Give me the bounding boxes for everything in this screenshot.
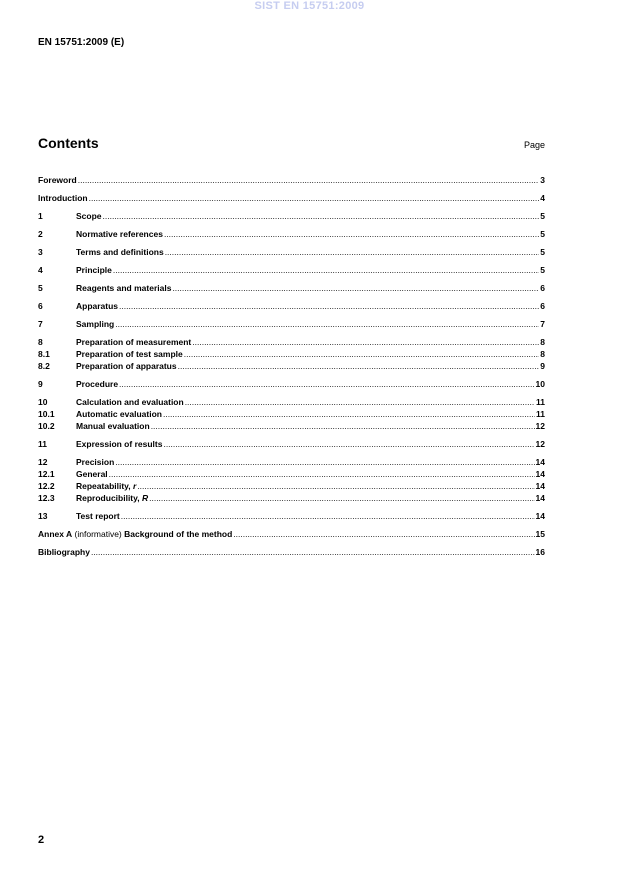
toc-entry-title: Calculation and evaluation (76, 397, 184, 407)
document-id: EN 15751:2009 (E) (38, 37, 125, 48)
toc-entry-title: Automatic evaluation (76, 409, 162, 419)
toc-entry-page: 5 (540, 265, 545, 275)
toc-entry-title: Manual evaluation (76, 421, 150, 431)
toc-entry-page: 11 (536, 397, 545, 407)
toc-entry-number: 12.3 (38, 493, 55, 503)
toc-leader-dots (109, 468, 535, 480)
toc-entry-page: 14 (535, 457, 545, 467)
toc-entry-title: Sampling (76, 319, 115, 329)
toc-entry-title: Principle (76, 265, 112, 275)
toc-entry[interactable] (38, 228, 545, 240)
toc-entry-page: 5 (540, 247, 545, 257)
toc-entry-title: Preparation of test sample (76, 349, 183, 359)
toc-entry-page: 14 (535, 511, 545, 521)
toc-leader-dots (192, 336, 539, 348)
toc-entry-page: 3 (540, 175, 545, 185)
toc-leader-dots (149, 492, 534, 504)
toc-entry-number: 3 (38, 247, 43, 257)
toc-entry[interactable] (38, 546, 545, 558)
toc-leader-dots (91, 546, 535, 558)
toc-entry-number: 9 (38, 379, 43, 389)
toc-entry-number: 12.2 (38, 481, 55, 491)
toc-entry-page: 4 (540, 193, 545, 203)
toc-entry[interactable] (38, 348, 545, 360)
toc-entry-page: 11 (536, 409, 545, 419)
toc-leader-dots (115, 456, 534, 468)
toc-leader-dots (163, 408, 535, 420)
toc-leader-dots (113, 264, 539, 276)
toc-leader-dots (164, 228, 539, 240)
toc-entry-number: 6 (38, 301, 43, 311)
toc-entry-title: Test report (76, 511, 120, 521)
toc-entry-title: Repeatability, r (76, 481, 137, 491)
toc-leader-dots (119, 378, 534, 390)
toc-entry[interactable] (38, 246, 545, 258)
page-column-label: Page (523, 140, 545, 150)
toc-leader-dots (115, 318, 539, 330)
toc-entry-number: 11 (38, 439, 47, 449)
toc-entry-title: Precision (76, 457, 115, 467)
toc-entry-number: 8.2 (38, 361, 50, 371)
toc-entry-title: Normative references (76, 229, 163, 239)
toc-entry-number: 8.1 (38, 349, 50, 359)
toc-leader-dots (121, 510, 535, 522)
toc-entry-number: 5 (38, 283, 43, 293)
toc-entry-number: 12.1 (38, 469, 55, 479)
toc-entry-number: 8 (38, 337, 43, 347)
toc-leader-dots (119, 300, 539, 312)
toc-entry-page: 7 (540, 319, 545, 329)
toc-entry-number: 7 (38, 319, 43, 329)
toc-leader-dots (178, 360, 540, 372)
toc-entry-number: 10.1 (38, 409, 55, 419)
toc-entry-title: Procedure (76, 379, 119, 389)
toc-entry-page: 9 (540, 361, 545, 371)
toc-entry[interactable] (38, 438, 545, 450)
toc-entry-page: 14 (535, 493, 545, 503)
toc-leader-dots (185, 396, 535, 408)
toc-entry-page: 14 (535, 469, 545, 479)
toc-leader-dots (184, 348, 540, 360)
toc-entry-title: Terms and definitions (76, 247, 164, 257)
toc-entry[interactable] (38, 396, 545, 408)
toc-entry-title: Scope (76, 211, 102, 221)
toc-entry-number: 10.2 (38, 421, 55, 431)
toc-entry[interactable] (38, 480, 545, 492)
toc-entry-title: Preparation of apparatus (76, 361, 177, 371)
toc-entry[interactable] (38, 336, 545, 348)
toc-leader-dots (163, 438, 534, 450)
toc-leader-dots (233, 528, 534, 540)
toc-entry[interactable] (38, 468, 545, 480)
toc-entry[interactable] (38, 300, 545, 312)
toc-entry-number: 13 (38, 511, 48, 521)
toc-entry-page: 6 (540, 301, 545, 311)
toc-entry-title: General (76, 469, 108, 479)
toc-entry[interactable] (38, 420, 545, 432)
toc-entry[interactable] (38, 210, 545, 222)
toc-entry[interactable] (38, 318, 545, 330)
toc-leader-dots (78, 174, 540, 186)
toc-entry-page: 6 (540, 283, 545, 293)
toc-entry-number: 10 (38, 397, 48, 407)
toc-entry[interactable] (38, 282, 545, 294)
toc-entry-page: 16 (535, 547, 545, 557)
toc-entry-page: 12 (535, 421, 545, 431)
toc-entry-title: Foreword (38, 175, 77, 185)
page-number: 2 (38, 834, 45, 846)
watermark: SIST EN 15751:2009 (254, 0, 365, 12)
toc-leader-dots (151, 420, 535, 432)
toc-entry-number: 4 (38, 265, 43, 275)
toc-entry-page: 15 (535, 529, 545, 539)
toc-entry[interactable] (38, 456, 545, 468)
toc-entry-page: 5 (540, 211, 545, 221)
toc-entry-title: Preparation of measurement (76, 337, 192, 347)
toc-entry-title: Reproducibility, R (76, 493, 149, 503)
toc-entry-page: 8 (540, 337, 545, 347)
toc-leader-dots (172, 282, 539, 294)
toc-entry[interactable] (38, 510, 545, 522)
toc-entry[interactable] (38, 528, 545, 540)
toc-entry-page: 14 (535, 481, 545, 491)
contents-heading: Contents (38, 135, 99, 151)
toc-leader-dots (165, 246, 540, 258)
table-of-contents (38, 174, 545, 558)
toc-entry[interactable] (38, 378, 545, 390)
toc-entry[interactable] (38, 408, 545, 420)
toc-entry-title: Expression of results (76, 439, 163, 449)
toc-leader-dots (103, 210, 540, 222)
toc-entry-page: 10 (535, 379, 545, 389)
toc-leader-dots (137, 480, 534, 492)
toc-entry-page: 12 (535, 439, 545, 449)
toc-entry-title: Reagents and materials (76, 283, 172, 293)
toc-entry-title: Apparatus (76, 301, 119, 311)
toc-entry-page: 8 (540, 349, 545, 359)
toc-entry[interactable] (38, 174, 545, 186)
toc-entry-title: Introduction (38, 193, 88, 203)
toc-entry-title: Bibliography (38, 547, 90, 557)
toc-entry[interactable] (38, 360, 545, 372)
toc-entry-page: 5 (540, 229, 545, 239)
toc-entry-title: Annex A (informative) Background of the method (38, 529, 233, 539)
toc-entry[interactable] (38, 264, 545, 276)
toc-entry-number: 12 (38, 457, 48, 467)
toc-entry[interactable] (38, 192, 545, 204)
toc-entry-number: 2 (38, 229, 43, 239)
toc-entry-number: 1 (38, 211, 43, 221)
toc-entry[interactable] (38, 492, 545, 504)
toc-leader-dots (89, 192, 540, 204)
